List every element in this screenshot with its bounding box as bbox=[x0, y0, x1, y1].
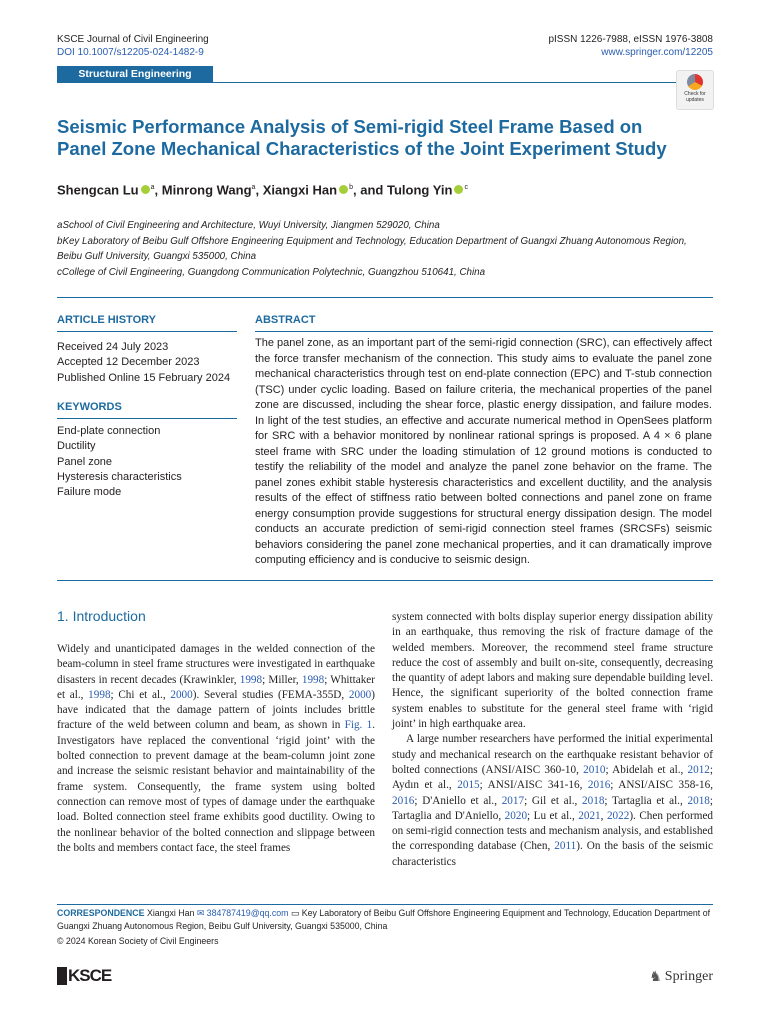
text-run: ). Several studies (FEMA-355D, bbox=[192, 688, 349, 701]
published-date: Published Online 15 February 2024 bbox=[57, 371, 231, 384]
divider bbox=[57, 580, 713, 581]
springer-logo bbox=[649, 968, 713, 985]
text-run: ) have indicated that the damage pattern of joints includes brittle fracture of the weld between column and beam, as shown in bbox=[57, 688, 375, 732]
springer-horse-icon: ♞ bbox=[649, 968, 662, 984]
text-run: ; Chi et al., bbox=[110, 688, 171, 701]
citation-link[interactable]: 2000 bbox=[348, 688, 372, 701]
affiliation: cCollege of Civil Engineering, Guangdong Communication Polytechnic, Guangzhou 510641, China bbox=[57, 266, 486, 278]
citation-link[interactable]: 2020 bbox=[504, 809, 528, 822]
text-run: A large number researchers have performed the initial experimental study and mechanical research on the earthquake resistant behavior of bolted connections (ANSI/AISC 360-10, bbox=[392, 733, 713, 776]
section-heading: 1. Introduction bbox=[57, 608, 146, 624]
divider bbox=[57, 331, 237, 332]
text-run: , bbox=[600, 809, 607, 822]
paragraph: system connected with bolts display superior energy dissipation ability in an earthquake, thus removing the risk of fracture damage of the welded members. Moreover, the recommend steel frame structure reduce the cost of assembly and built on-site, consequently, decreasing the quantity of adept labors and making sure dependable building level. Hence, the significant superiority of the bolted connection frame system enables to substitute for the general steel frame with ‘rigid joint’ in high earthquake area. bbox=[392, 611, 713, 731]
text-run: Widely and unanticipated damages in the welded connection of the beam-column in steel frame structures were investigated in earthquake disasters in recent decades (Krawinkler, bbox=[57, 643, 375, 686]
copyright: © 2024 Korean Society of Civil Engineers bbox=[57, 936, 219, 946]
citation-link[interactable]: 2012 bbox=[687, 763, 710, 776]
text-run: . Investigators have replaced the conventional ‘rigid joint’ with the bolted connection to prevent damage at the beam-column joint zone and increase the seismic resistant behavior and maintainability of the frame system. Consequently, the frame system using bolted connection can remove most of types of damage under the earthquake load. Bolted connection steel frame exhibits good ductility. Owing to the nonlinear behavior of the bolted connection and slippage between the bolts and members contact face, the steel frames bbox=[57, 719, 375, 854]
text-run: ; Abidelah et al., bbox=[605, 763, 688, 776]
correspondence-name: Xiangxi Han bbox=[146, 908, 195, 918]
author-name: Shengcan Lu bbox=[57, 182, 139, 198]
correspondence bbox=[57, 907, 713, 932]
text-run: ; Miller, bbox=[262, 673, 302, 686]
publisher-name: Springer bbox=[664, 968, 713, 984]
keyword: Failure mode bbox=[57, 486, 122, 499]
author-sup: b bbox=[349, 184, 354, 191]
citation-link[interactable]: 1998 bbox=[239, 673, 263, 686]
email-icon: ✉ bbox=[196, 908, 205, 918]
email-link[interactable]: 384787419@qq.com bbox=[206, 908, 289, 918]
divider bbox=[255, 331, 713, 332]
accepted-date: Accepted 12 December 2023 bbox=[57, 356, 200, 369]
text-run: ; Tartaglia et al., bbox=[604, 794, 688, 807]
issn: pISSN 1226-7988, eISSN 1976-3808 bbox=[548, 34, 713, 45]
article-title: Seismic Performance Analysis of Semi-rigid Steel Frame Based on Panel Zone Mechanical Characteristics of the Joint Experiment Study bbox=[57, 116, 667, 159]
text-run: ; Gil et al., bbox=[524, 794, 583, 807]
citation-link[interactable]: 2018 bbox=[687, 794, 710, 807]
author-name: Xiangxi Han bbox=[262, 182, 338, 198]
divider bbox=[57, 904, 713, 905]
paragraph bbox=[392, 732, 713, 870]
citation-link[interactable]: 2011 bbox=[554, 840, 577, 853]
citation-link[interactable]: 2000 bbox=[170, 688, 193, 701]
orcid-icon[interactable] bbox=[141, 185, 150, 194]
citation-link[interactable]: 2022 bbox=[606, 809, 630, 822]
citation-link[interactable]: 2015 bbox=[457, 779, 480, 792]
ksce-logo bbox=[57, 966, 111, 986]
correspondence-address: Key Laboratory of Beibu Gulf Offshore Engineering Equipment and Technology, Education Department of Guangxi Zhuang Autonomous Region, Beibu Gulf University, Guangxi 535000, China bbox=[57, 908, 711, 931]
orcid-icon[interactable] bbox=[454, 185, 463, 194]
keyword: End-plate connection bbox=[57, 425, 161, 437]
keywords-list bbox=[57, 424, 182, 500]
text-run: ; Tartaglia and D'Aniello, bbox=[392, 794, 713, 822]
keyword: Hysteresis characteristics bbox=[57, 470, 182, 483]
doi-link[interactable]: DOI 10.1007/s12205-024-1482-9 bbox=[57, 47, 204, 58]
citation-link[interactable]: 2017 bbox=[501, 794, 525, 807]
received-date: Received 24 July 2023 bbox=[57, 341, 169, 353]
article-history bbox=[57, 340, 230, 386]
citation-link[interactable]: 2016 bbox=[587, 779, 611, 792]
abstract-text: The panel zone, as an important part of the semi-rigid connection (SRC), can effectively affect the force transfer mechanism of the connection. This study aims to evaluate the panel zone mechanical characteristics through test on end-plate connection (EPC) and T-stub connection (TSC) under cyclic loading. Based on failure criteria, the mechanical properties of the panel zone are discussed, including the shear force, plastic energy dissipation, and failure modes. In light of the test studies, an effective and accurate numerical method in OpenSees platform for SRC with a behavior monitored by nonlinear rational springs is proposed. A 4 × 6 plane steel frame with SRC under the loading stimulation of 12 ground motions is conducted to testify the reliability of the model and analyze the panel zone behavior on the frame. The panel zones exhibit stable hysteresis characteristics and excellent ductility, and the analysis results of the effect of stiffness ratio between bolted connections and panel zone on frame energy consumption provide suggestions for structural energy dissipation design. The model conducts an accurate prediction of semi-rigid connection steel frames (SRCSFs) seismic behaviors considering the panel zone mechanical properties, and it can dramatically improve computing efficiency and is conducive to seismic design. bbox=[255, 337, 712, 566]
text-run: ; ANSI/AISC 358-16, bbox=[610, 779, 714, 792]
history-heading: ARTICLE HISTORY bbox=[57, 314, 157, 326]
text-run: ; Lu et al., bbox=[527, 809, 579, 822]
check-updates-label: Check for updates bbox=[684, 91, 706, 103]
keyword: Panel zone bbox=[57, 455, 113, 468]
text-run: ; Aydın et al., bbox=[392, 763, 713, 792]
intro-right-column bbox=[392, 610, 713, 870]
text-run: ; Whittaker et al., bbox=[57, 673, 376, 701]
intro-left-column bbox=[57, 642, 375, 856]
text-run: ; ANSI/AISC 341-16, bbox=[479, 779, 588, 792]
author-sup: c bbox=[464, 184, 468, 191]
orcid-icon[interactable] bbox=[339, 185, 348, 194]
author-sup: a bbox=[150, 184, 155, 191]
affiliations bbox=[57, 218, 707, 280]
citation-link[interactable]: 2021 bbox=[578, 809, 601, 822]
author-list: Shengcan Lu $^a$, Minrong Wang$^a$, Xiangxi Han $^b$, and Tulong Yin $^c$ bbox=[57, 182, 468, 198]
author-sup: a bbox=[251, 184, 256, 191]
text-run: ). On the basis of the seismic characteristics bbox=[392, 840, 713, 868]
abstract-heading: ABSTRACT bbox=[255, 314, 316, 326]
journal-url-link[interactable]: www.springer.com/12205 bbox=[601, 47, 713, 58]
citation-link[interactable]: 1998 bbox=[301, 673, 325, 686]
citation-link[interactable]: 1998 bbox=[88, 688, 111, 701]
author-name: Tulong Yin bbox=[386, 182, 453, 198]
citation-link[interactable]: 2018 bbox=[582, 794, 605, 807]
divider bbox=[57, 297, 713, 298]
keyword: Ductility bbox=[57, 440, 96, 453]
affiliation: bKey Laboratory of Beibu Gulf Offshore Engineering Equipment and Technology, Education Department of Guangxi Zhuang Autonomous Region, Beibu Gulf University, Guangxi 535000, China bbox=[57, 235, 687, 262]
text-run: ; D'Aniello et al., bbox=[414, 794, 502, 807]
check-for-updates-badge[interactable] bbox=[676, 70, 714, 110]
check-updates-icon bbox=[687, 74, 703, 90]
citation-link[interactable]: 2016 bbox=[392, 794, 415, 807]
affiliation: aSchool of Civil Engineering and Architecture, Wuyi University, Jiangmen 529020, China bbox=[57, 220, 440, 231]
address-icon: ▭ bbox=[290, 908, 300, 918]
citation-link[interactable]: 2010 bbox=[583, 763, 606, 776]
keywords-heading: KEYWORDS bbox=[57, 401, 122, 413]
journal-name: KSCE Journal of Civil Engineering bbox=[57, 34, 209, 45]
text-run: ). Chen performed on semi-rigid connection tests and mechanism analysis, and established the corresponding database (Chen, bbox=[392, 809, 714, 853]
correspondence-label: CORRESPONDENCE bbox=[57, 908, 145, 918]
section-tag: Structural Engineering bbox=[57, 66, 213, 82]
author-name: Minrong Wang bbox=[161, 182, 252, 198]
ksce-logo-text: KSCE bbox=[68, 966, 112, 985]
section-tag-bar bbox=[57, 66, 713, 83]
divider bbox=[57, 418, 237, 419]
citation-link[interactable]: Fig. 1 bbox=[344, 719, 373, 732]
